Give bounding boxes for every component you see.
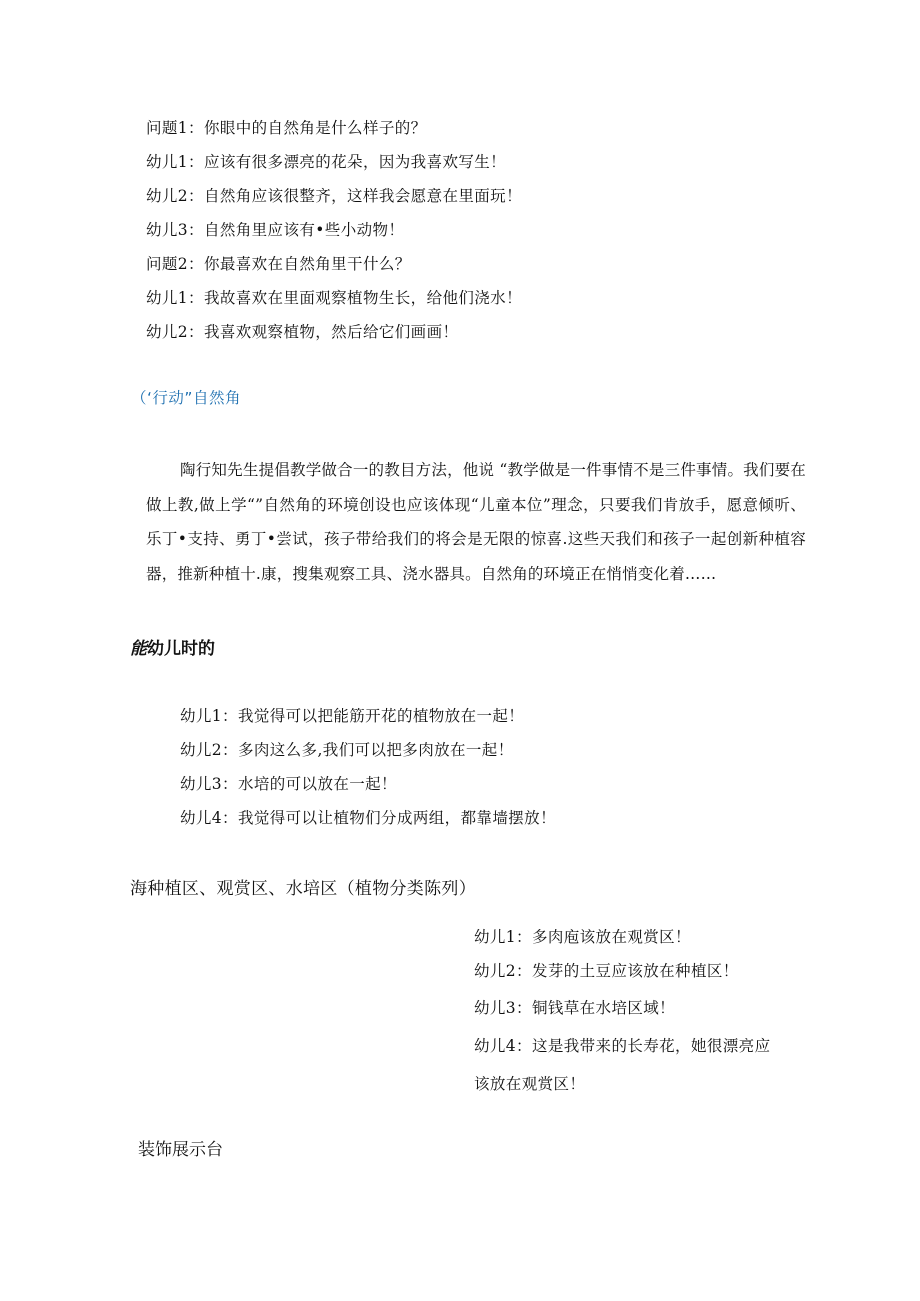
qa-line-4: 幼儿3：自然角里应该有•些小动物！ <box>146 221 405 239</box>
qa-line-7: 幼儿2：我喜欢观察植物，然后给它们画画！ <box>146 323 459 341</box>
child-line-3: 幼儿3：水培的可以放在一起！ <box>180 775 397 793</box>
qa-line-2: 幼儿1：应该有很多漂亮的花朵，因为我喜欢写生！ <box>146 153 507 171</box>
child-right-line-3: 幼儿3：铜钱草在水培区域！ <box>474 999 676 1017</box>
child-right-line-1: 幼儿1：多肉庖该放在观赏区！ <box>474 928 691 946</box>
section-heading-2: 海种植区、观赏区、水培区（植物分类陈列） <box>130 879 476 899</box>
qa-line-6: 幼儿1：我故喜欢在里面观察植物生长，给他们浇水！ <box>146 289 522 307</box>
body-paragraph <box>146 453 806 591</box>
child-line-2: 幼儿2：多肉这么多,我们可以把多肉放在一起！ <box>180 741 514 759</box>
body-paragraph-text: 陶行知先生提倡教学做合一的教目方法，他说 “教学做是一件事情不是三件事情。我们要在做上教,做上学“”自然角的环境创设也应该体现“儿童本位”理念，只要我们肯放手，愿意倾听、乐丁•支持、勇丁•尝试，孩子带给我们的将会是无限的惊喜.这些天我们和孩子一起创新种植容器，推新种植十.康，搜集观察工具、浇水器具。自然角的环境正在悄悄变化着…… <box>146 461 806 583</box>
child-right-line-4: 幼儿4：这是我带来的长寿花，她很漂亮应 <box>474 1037 771 1055</box>
child-line-4: 幼儿4：我觉得可以让植物们分成两组，都靠墙摆放！ <box>180 809 556 827</box>
section-action-heading: （‘行动”自然角 <box>131 389 241 407</box>
section-heading-1-rest: 幼儿时的 <box>147 639 215 659</box>
qa-line-3: 幼儿2：自然角应该很整齐，这样我会愿意在里面玩！ <box>146 187 522 205</box>
child-line-1: 幼儿1：我觉得可以把能筋开花的植物放在一起！ <box>180 707 525 725</box>
child-right-line-5: 该放在观赏区！ <box>474 1075 586 1093</box>
section-heading-1-lead: 能 <box>130 639 147 659</box>
qa-line-5: 问题2：你最喜欢在自然角里干什么？ <box>146 255 411 273</box>
qa-line-1: 问题1：你眼中的自然角是什么样子的？ <box>146 119 427 137</box>
section-heading-1 <box>130 638 215 660</box>
child-right-line-2: 幼儿2：发芽的土豆应该放在种植区！ <box>474 962 739 980</box>
section-heading-3: 装饰展示台 <box>138 1140 223 1160</box>
